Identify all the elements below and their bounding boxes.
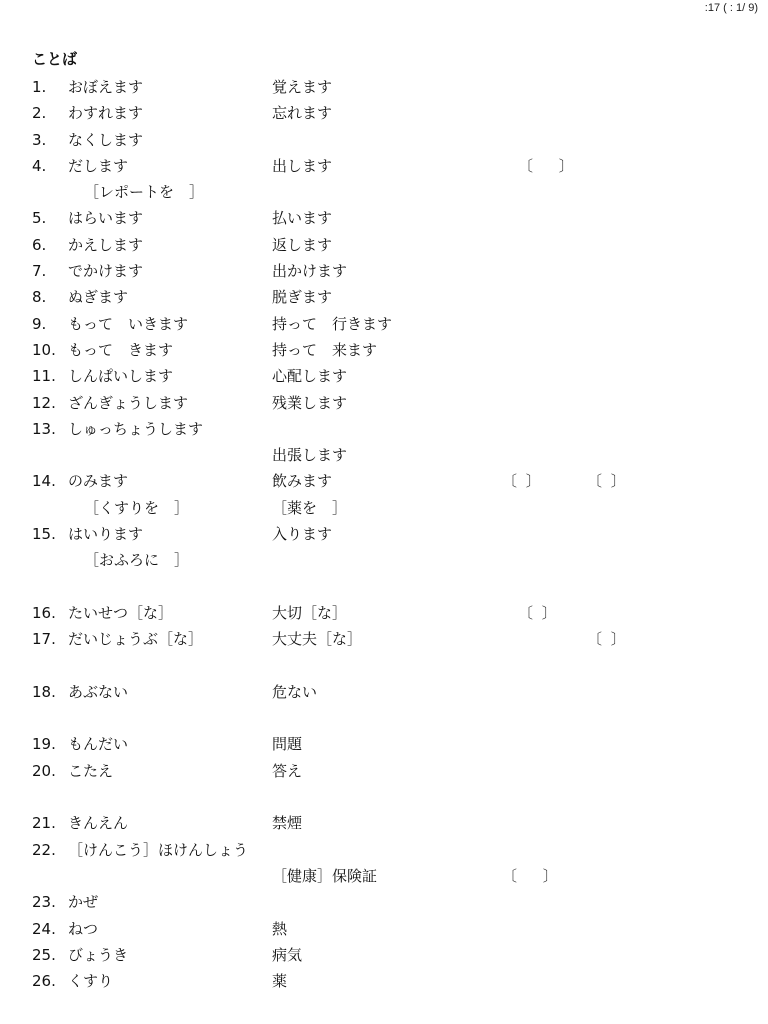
kanji-usage-note: ［薬を ］ — [272, 498, 348, 517]
kana-reading: でかけます — [68, 262, 144, 281]
vocab-row — [32, 442, 752, 468]
vocab-row — [32, 127, 752, 153]
kana-reading: ［けんこう］ほけんしょう — [68, 840, 249, 859]
kanji-form: 持って 来ます — [272, 340, 378, 359]
item-number: 25. — [32, 945, 56, 964]
kana-reading: きんえん — [68, 814, 129, 833]
vocab-row — [32, 311, 752, 337]
vocab-row — [32, 837, 752, 863]
spacer-row — [32, 784, 752, 810]
blank-bracket: 〔 〕 — [587, 630, 628, 649]
blank-bracket: 〔 〕 — [502, 472, 543, 491]
item-number: 20. — [32, 761, 56, 780]
vocab-row — [32, 337, 752, 363]
kana-reading: あぶない — [68, 682, 129, 701]
vocab-row — [32, 600, 752, 626]
vocab-row — [32, 679, 752, 705]
kana-reading: もって きます — [68, 340, 174, 359]
kana-reading: おぼえます — [68, 78, 144, 96]
kana-reading: こたえ — [68, 761, 114, 780]
item-number: 24. — [32, 919, 56, 938]
kana-reading: しんぱいします — [68, 367, 174, 386]
kana-reading: ねつ — [68, 919, 99, 938]
kana-reading: ざんぎょうします — [68, 393, 189, 412]
spacer-row — [32, 705, 752, 731]
kanji-form: 心配します — [272, 367, 348, 386]
item-number: 23. — [32, 893, 56, 912]
blank-bracket: 〔 〕 — [518, 603, 559, 622]
kanji-form: 出かけます — [272, 262, 348, 281]
kanji-form: 薬 — [272, 972, 288, 991]
item-number: 18. — [32, 682, 56, 701]
vocab-row — [32, 495, 752, 521]
kanji-form: 病気 — [272, 945, 303, 964]
section-title: ことば — [32, 50, 78, 68]
kana-reading: だします — [68, 156, 129, 175]
kana-reading: はいります — [68, 525, 144, 544]
kanji-form: 大丈夫［な］ — [272, 630, 363, 649]
kanji-form: 答え — [272, 761, 303, 780]
kanji-form: 持って 行きます — [272, 314, 393, 333]
kanji-form: 返します — [272, 235, 333, 254]
kanji-form: 問題 — [272, 735, 303, 754]
blank-bracket: 〔 〕 — [587, 472, 628, 491]
item-number: 17. — [32, 630, 56, 649]
kanji-form: 熱 — [272, 919, 288, 938]
item-number: 11. — [32, 367, 56, 386]
spacer-row — [32, 574, 752, 600]
item-number: 6. — [32, 235, 47, 254]
kanji-form: 脱ぎます — [272, 288, 333, 307]
item-number: 8. — [32, 288, 47, 307]
item-number: 5. — [32, 209, 47, 228]
vocab-row — [32, 889, 752, 915]
kana-reading: のみます — [68, 472, 129, 491]
item-number: 7. — [32, 262, 47, 281]
kana-reading: しゅっちょうします — [68, 419, 204, 438]
vocab-row — [32, 258, 752, 284]
spacer-row — [32, 653, 752, 679]
kanji-form: 残業します — [272, 393, 348, 412]
blank-bracket: 〔 〕 — [518, 156, 576, 175]
vocab-row — [32, 363, 752, 389]
vocab-list — [32, 74, 752, 994]
item-number: 14. — [32, 472, 56, 491]
kanji-form: 大切［な］ — [272, 603, 348, 622]
vocab-row — [32, 731, 752, 757]
item-number: 3. — [32, 130, 47, 149]
vocab-row — [32, 179, 752, 205]
kana-reading: くすり — [68, 972, 114, 991]
item-number: 10. — [32, 340, 56, 359]
kanji-form: 飲みます — [272, 472, 333, 491]
item-number: 22. — [32, 840, 56, 859]
vocab-row — [32, 863, 752, 889]
usage-note: ［くすりを ］ — [84, 498, 190, 517]
kanji-form: 禁煙 — [272, 814, 303, 833]
item-number: 15. — [32, 525, 56, 544]
item-number: 1. — [32, 78, 47, 96]
vocab-row — [32, 100, 752, 126]
item-number: 12. — [32, 393, 56, 412]
vocab-row — [32, 284, 752, 310]
kanji-form: 出します — [272, 156, 333, 175]
vocab-row — [32, 968, 752, 994]
kanji-form: 覚えます — [272, 78, 333, 96]
kana-reading: びょうき — [68, 945, 129, 964]
item-number: 19. — [32, 735, 56, 754]
kanji-form: 払います — [272, 209, 333, 228]
vocab-row — [32, 547, 752, 573]
page-header: :17 ( : 1/ 9) — [704, 2, 758, 14]
vocab-row — [32, 521, 752, 547]
usage-note: ［レポートを ］ — [84, 183, 205, 202]
kana-reading: たいせつ［な］ — [68, 603, 174, 622]
kana-reading: もんだい — [68, 735, 129, 754]
vocab-row — [32, 74, 752, 100]
kana-reading: かえします — [68, 235, 144, 254]
item-number: 16. — [32, 603, 56, 622]
kanji-form: 忘れます — [272, 104, 333, 123]
vocab-row — [32, 205, 752, 231]
kanji-form: 危ない — [272, 682, 318, 701]
kana-reading: もって いきます — [68, 314, 189, 333]
vocab-row — [32, 916, 752, 942]
vocab-row — [32, 390, 752, 416]
vocab-row — [32, 626, 752, 652]
vocab-row — [32, 810, 752, 836]
vocab-row — [32, 416, 752, 442]
kana-reading: ぬぎます — [68, 288, 129, 307]
item-number: 2. — [32, 104, 47, 123]
item-number: 4. — [32, 156, 47, 175]
usage-note: ［おふろに ］ — [84, 551, 190, 570]
item-number: 9. — [32, 314, 47, 333]
vocab-row — [32, 942, 752, 968]
blank-bracket: 〔 〕 — [502, 866, 560, 885]
kana-reading: わすれます — [68, 104, 144, 123]
item-number: 26. — [32, 972, 56, 991]
kanji-form: 出張します — [272, 446, 348, 465]
item-number: 21. — [32, 814, 56, 833]
kanji-form: ［健康］保険証 — [272, 866, 378, 885]
kana-reading: だいじょうぶ［な］ — [68, 630, 204, 649]
kana-reading: かぜ — [68, 893, 99, 912]
vocab-row — [32, 758, 752, 784]
vocab-row — [32, 153, 752, 179]
vocab-row — [32, 232, 752, 258]
vocab-row — [32, 468, 752, 494]
kana-reading: なくします — [68, 130, 144, 149]
kana-reading: はらいます — [68, 209, 144, 228]
kanji-form: 入ります — [272, 525, 333, 544]
item-number: 13. — [32, 419, 56, 438]
